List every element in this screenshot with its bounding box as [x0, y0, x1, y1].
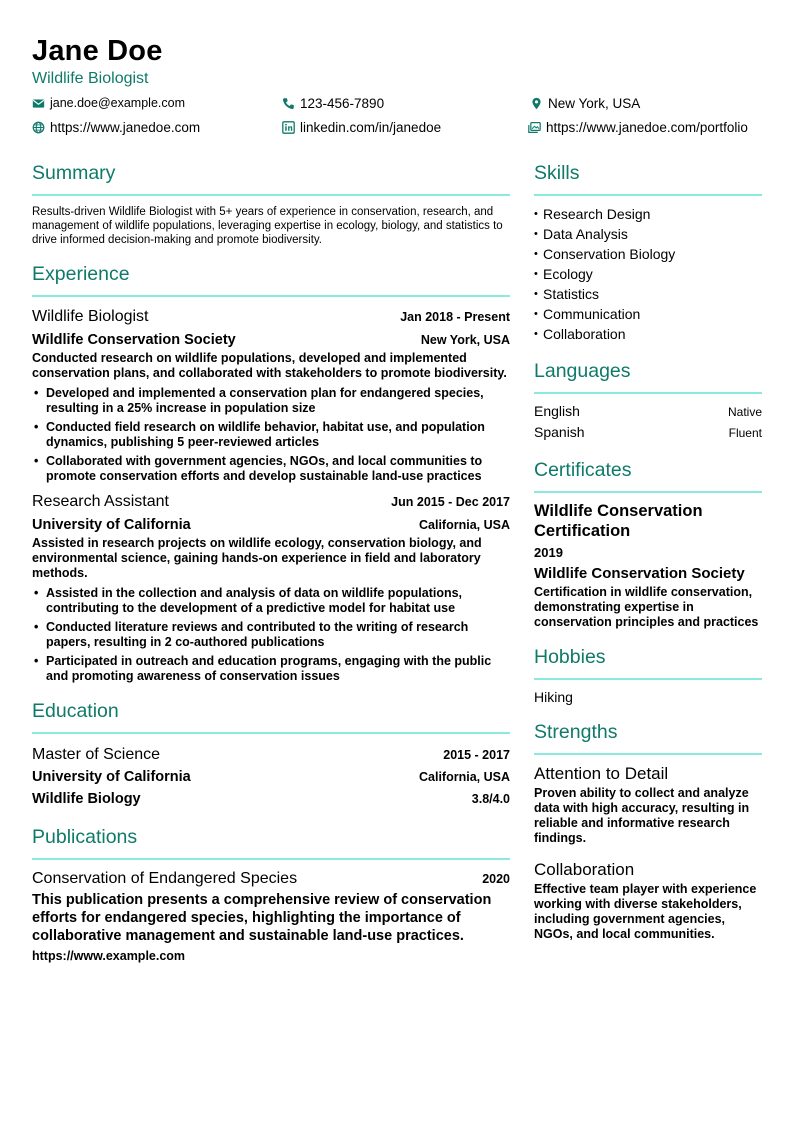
job-entry: [32, 492, 510, 684]
education-degree: Master of Science: [32, 746, 161, 763]
contact-linkedin[interactable]: [282, 120, 441, 135]
education-gpa: 3.8/4.0: [471, 792, 510, 806]
job-organization: Wildlife Conservation Society: [32, 332, 236, 348]
section-title-strengths: Strengths: [534, 719, 762, 755]
job-organization: University of California: [32, 517, 191, 533]
certificates-section: [534, 457, 762, 630]
certificate-issuer: Wildlife Conservation Society: [534, 565, 745, 582]
candidate-role: Wildlife Biologist: [32, 70, 149, 87]
section-title-publications: Publications: [32, 824, 510, 860]
contact-portfolio[interactable]: [528, 120, 748, 135]
strength-title: Collaboration: [534, 860, 635, 879]
strength-title: Attention to Detail: [534, 764, 669, 783]
section-title-skills: Skills: [534, 160, 762, 196]
skill-item: • Collaboration: [534, 324, 762, 344]
skills-section: [534, 160, 762, 344]
language-level: Fluent: [728, 426, 762, 440]
section-title-experience: Experience: [32, 261, 510, 297]
publication-link[interactable]: https://www.example.com: [32, 949, 186, 963]
language-name: Spanish: [534, 424, 585, 440]
skill-item: • Data Analysis: [534, 224, 762, 244]
language-level: Native: [727, 405, 762, 419]
publications-section: [32, 824, 510, 963]
website-link: https://www.janedoe.com: [50, 120, 201, 135]
language-row: [534, 401, 762, 422]
strength-description: Proven ability to collect and analyze data with high accuracy, resulting in reliable and informative research findings.: [534, 786, 750, 845]
contact-info: [32, 96, 772, 146]
job-date: Jan 2018 - Present: [400, 310, 510, 324]
job-entry: [32, 307, 510, 484]
summary-text: Results-driven Wildlife Biologist with 5+ years of experience in conservation, research, and management of wildlife populations, leveraging expertise in ecology, biology, and statistics to drive informed decision-making and promote biodiversity.: [32, 206, 503, 246]
language-row: [534, 422, 762, 443]
achievement-item: • Conducted field research on wildlife behavior, habitat use, and population dynamics, publishing 5 peer-reviewed articles: [32, 420, 510, 450]
job-achievements: [32, 386, 510, 484]
achievement-item: • Participated in outreach and education programs, engaging with the public and promoting awareness of conservation issues: [32, 654, 510, 684]
job-location: California, USA: [419, 518, 510, 532]
contact-website[interactable]: [32, 120, 200, 135]
achievement-item: • Conducted literature reviews and contributed to the writing of research papers, resulting in 2 co-authored publications: [32, 620, 510, 650]
phone-icon: [282, 97, 295, 110]
experience-section: [32, 261, 510, 684]
phone-text: 123-456-7890: [300, 96, 385, 111]
section-title-summary: Summary: [32, 160, 510, 196]
map-pin-icon: [530, 97, 543, 110]
portfolio-icon: [528, 121, 541, 134]
achievement-item: • Collaborated with government agencies, NGOs, and local communities to promote conservation efforts and develop sustainable land-use practices: [32, 454, 510, 484]
job-description: Conducted research on wildlife populations, developed and implemented conservation plans, and collaborated with stakeholders to promote biodiversity.: [32, 351, 507, 380]
resume-header: [32, 34, 772, 90]
skill-item: • Statistics: [534, 284, 762, 304]
certificate-year: 2019: [534, 545, 563, 560]
skills-list: [534, 204, 762, 344]
publication-year: 2020: [482, 872, 510, 886]
main-column: [32, 160, 510, 977]
section-title-certificates: Certificates: [534, 457, 762, 493]
achievement-item: • Developed and implemented a conservation plan for endangered species, resulting in a 25% increase in population size: [32, 386, 510, 416]
contact-phone[interactable]: [282, 96, 384, 111]
location-text: New York, USA: [548, 96, 641, 111]
linkedin-icon: [282, 121, 295, 134]
candidate-name: Jane Doe: [32, 35, 163, 67]
strengths-section: [534, 719, 762, 942]
portfolio-link: https://www.janedoe.com/portfolio: [546, 120, 748, 135]
section-title-education: Education: [32, 698, 510, 734]
globe-icon: [32, 121, 45, 134]
strength-description: Effective team player with experience working with diverse stakeholders, including government agencies, NGOs, and local communities.: [534, 882, 757, 941]
certificate-title: Wildlife Conservation Certification: [534, 502, 703, 540]
envelope-icon: [32, 97, 45, 110]
education-location: California, USA: [419, 770, 510, 784]
job-title: Wildlife Biologist: [32, 308, 149, 325]
achievement-item: • Assisted in the collection and analysis of data on wildlife populations, contributing to the development of a predictive model for habitat use: [32, 586, 510, 616]
hobby-item: Hiking: [534, 689, 573, 705]
education-field: Wildlife Biology: [32, 791, 141, 807]
contact-email[interactable]: [32, 96, 185, 110]
job-location: New York, USA: [420, 333, 510, 347]
skill-item: • Conservation Biology: [534, 244, 762, 264]
publication-title: Conservation of Endangered Species: [32, 870, 298, 887]
publication-entry: [32, 870, 510, 963]
hobbies-section: [534, 644, 762, 705]
job-description: Assisted in research projects on wildlife ecology, conservation biology, and environmental science, gaining hands-on experience in field and laboratory methods.: [32, 536, 482, 580]
education-section: [32, 698, 510, 810]
education-school: University of California: [32, 769, 191, 785]
linkedin-link: linkedin.com/in/janedoe: [300, 120, 442, 135]
publication-description: This publication presents a comprehensive review of conservation efforts for endangered species, highlighting the importance of collaborative management and sustainable land-use practices.: [32, 892, 492, 944]
email-text: jane.doe@example.com: [50, 96, 185, 110]
section-title-languages: Languages: [534, 358, 762, 394]
language-name: English: [534, 403, 580, 419]
certificate-description: Certification in wildlife conservation, demonstrating expertise in conservation principles and practices: [534, 585, 759, 629]
skill-item: • Research Design: [534, 204, 762, 224]
section-title-hobbies: Hobbies: [534, 644, 762, 680]
skill-item: • Ecology: [534, 264, 762, 284]
contact-location: [530, 96, 640, 111]
sidebar-column: [534, 160, 762, 956]
job-date: Jun 2015 - Dec 2017: [391, 495, 510, 509]
job-title: Research Assistant: [32, 493, 169, 510]
skill-item: • Communication: [534, 304, 762, 324]
education-years: 2015 - 2017: [443, 748, 510, 762]
job-achievements: [32, 586, 510, 684]
summary-section: [32, 160, 510, 247]
languages-section: [534, 358, 762, 443]
